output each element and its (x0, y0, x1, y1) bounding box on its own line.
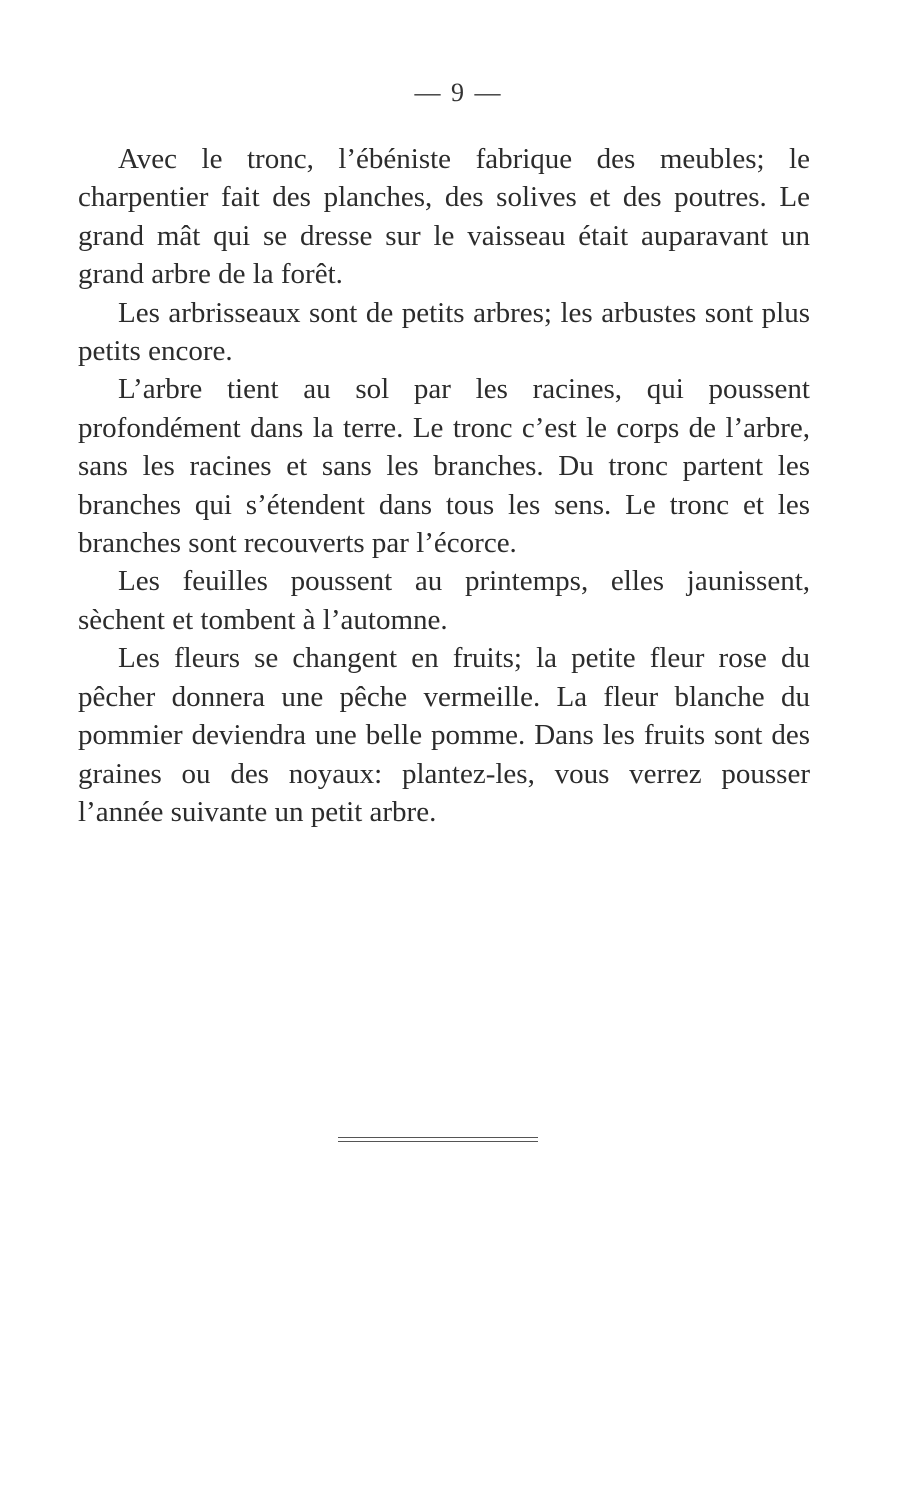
paragraph-leaves: Les feuilles poussent au printemps, elles jaunissent, sèchent et tombent à l’automne. (78, 565, 810, 636)
paragraph-woodwork: Avec le tronc, l’ébéniste fabrique des meubles; le charpentier fait des planches, des solives et des poutres. Le grand mât qui se dresse sur le vaisseau était auparavant un grand arbre de la forêt. (78, 143, 810, 291)
body-text (78, 140, 810, 831)
page-number: — 9 — (414, 78, 503, 107)
paragraph-tree-parts: L’arbre tient au sol par les racines, qui poussent profondément dans la terre. Le tronc c’est le corps de l’arbre, sans les racines et sans les branches. Du tronc partent les branches qui s’étendent dans tous les sens. Le tronc et les branches sont recouverts par l’écorce. (78, 373, 810, 560)
section-divider (338, 1137, 538, 1142)
paragraph-shrubs: Les arbrisseaux sont de petits arbres; les arbustes sont plus petits encore. (78, 296, 810, 368)
paragraph-fruits: Les fleurs se changent en fruits; la petite fleur rose du pêcher donnera une pêche vermeille. La fleur blanche du pommier deviendra une belle pomme. Dans les fruits sont des graines ou des noyaux: plantez-les, vous verrez pousser l’année suivante un petit arbre. (78, 642, 810, 828)
